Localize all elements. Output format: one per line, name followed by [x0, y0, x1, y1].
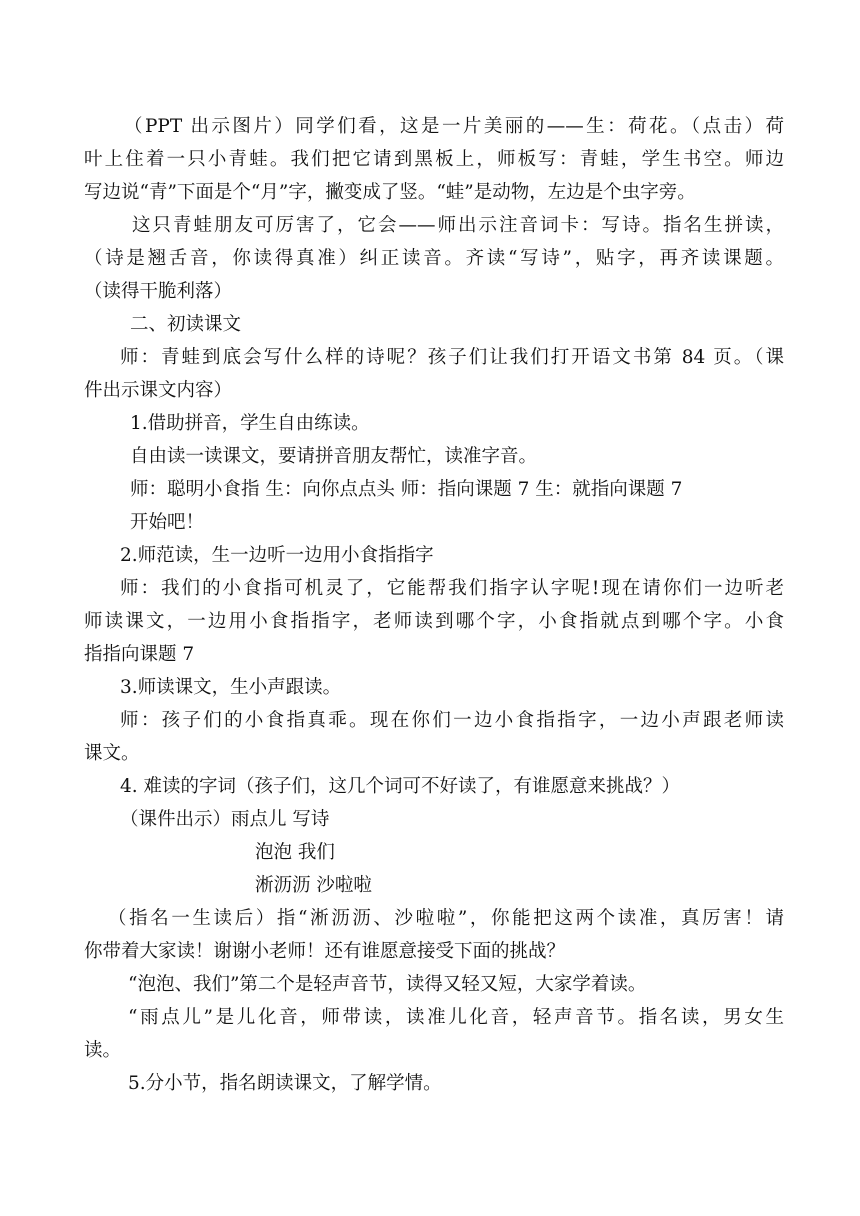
text-line: 你带着大家读！谢谢小老师！还有谁愿意接受下面的挑战？ [84, 941, 566, 962]
text-line: 这只青蛙朋友可厉害了，它会——师出示注音词卡：写诗。指名生拼读， [132, 215, 784, 236]
step-heading: 4. 难读的字词（孩子们，这几个词可不好读了，有谁愿意来挑战？） [120, 776, 681, 797]
text-line: 师：青蛙到底会写什么样的诗呢？孩子们让我们打开语文书第 84 页。（课 [120, 347, 784, 368]
text-line: 指指向课题 7 [84, 644, 195, 665]
step-heading: 2.师范读，生一边听一边用小食指指字 [120, 545, 434, 566]
text-line: （PPT 出示图片）同学们看，这是一片美丽的——生：荷花。（点击）荷 [124, 116, 784, 137]
text-line: 师：我们的小食指可机灵了，它能帮我们指字认字呢!现在请你们一边听老 [120, 578, 784, 599]
step-heading: 5.分小节，指名朗读课文，了解学情。 [128, 1073, 442, 1094]
text-line: “雨点儿”是儿化音，师带读，读准儿化音，轻声音节。指名读，男女生 [128, 1007, 784, 1028]
word-list-row: 泡泡 我们 [255, 842, 335, 863]
text-line: 写边说“青”下面是个“月”字，撇变成了竖。“蛙”是动物，左边是个虫字旁。 [84, 182, 696, 203]
text-line: 件出示课文内容） [84, 380, 233, 401]
text-line: 师读课文，一边用小食指指字，老师读到哪个字，小食指就点到哪个字。小食 [84, 611, 784, 632]
text-line: 师：孩子们的小食指真乖。现在你们一边小食指指字，一边小声跟老师读 [120, 710, 784, 731]
text-line: 自由读一读课文，要请拼音朋友帮忙，读准字音。 [130, 446, 538, 467]
word-list-row: （课件出示）雨点儿 写诗 [120, 809, 330, 830]
text-line: 读。 [84, 1040, 122, 1061]
text-line: 课文。 [84, 743, 140, 764]
section-heading: 二、初读课文 [130, 314, 242, 335]
text-line: （读得干脆利落） [84, 281, 233, 302]
step-heading: 1.借助拼音，学生自由练读。 [130, 413, 370, 434]
text-line: “泡泡、我们”第二个是轻声音节，读得又轻又短，大家学着读。 [128, 974, 647, 995]
text-line: 师：聪明小食指 生：向你点点头 师：指向课题 7 生：就指向课题 7 [130, 479, 683, 500]
step-heading: 3.师读课文，生小声跟读。 [120, 677, 342, 698]
text-line: （指名一生读后）指“淅沥沥、沙啦啦”，你能把这两个读准，真厉害！请 [108, 908, 784, 929]
text-line: 叶上住着一只小青蛙。我们把它请到黑板上，师板写：青蛙，学生书空。师边 [84, 149, 784, 170]
text-line: （诗是翘舌音，你读得真准）纠正读音。齐读“写诗”，贴字，再齐读课题。 [84, 248, 784, 269]
word-list-row: 淅沥沥 沙啦啦 [255, 875, 372, 896]
text-line: 开始吧！ [130, 512, 205, 533]
